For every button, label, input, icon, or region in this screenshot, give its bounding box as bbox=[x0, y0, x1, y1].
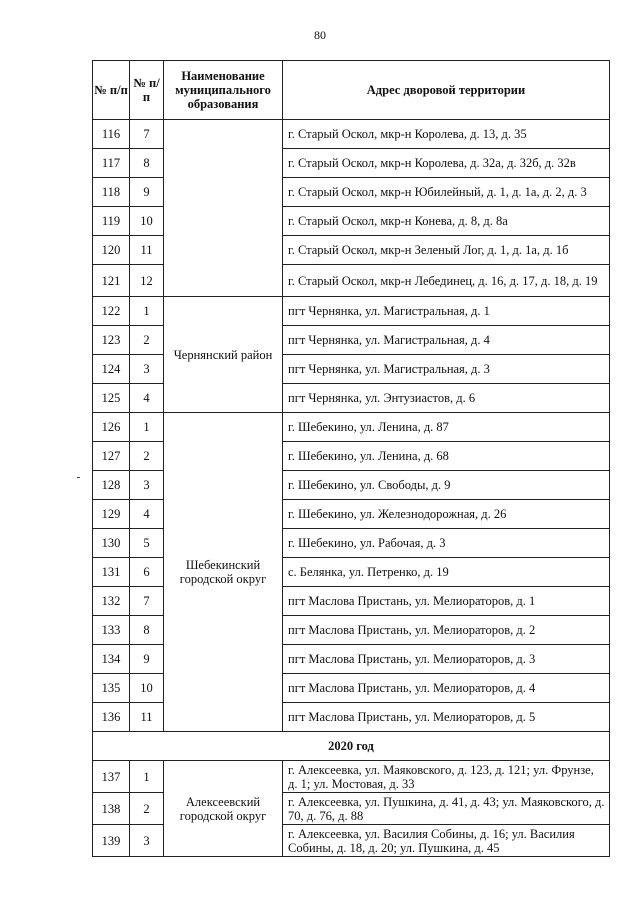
row-subnum: 11 bbox=[130, 703, 164, 732]
table-row bbox=[93, 413, 610, 442]
row-subnum: 8 bbox=[130, 616, 164, 645]
row-num: 135 bbox=[93, 674, 130, 703]
row-num: 131 bbox=[93, 558, 130, 587]
row-num: 121 bbox=[93, 265, 130, 297]
table-row bbox=[93, 297, 610, 326]
row-address: г. Алексеевка, ул. Маяковского, д. 123, д. 121; ул. Фрунзе, д. 1; ул. Мостовая, д. 33 bbox=[283, 761, 610, 793]
row-num: 116 bbox=[93, 120, 130, 149]
header-num2: № п/п bbox=[130, 61, 164, 120]
row-subnum: 9 bbox=[130, 178, 164, 207]
row-address: пгт Чернянка, ул. Магистральная, д. 3 bbox=[283, 355, 610, 384]
row-subnum: 3 bbox=[130, 825, 164, 857]
municipality-shebekinsky: Шебекинский городской округ bbox=[164, 413, 283, 732]
row-num: 122 bbox=[93, 297, 130, 326]
row-address: г. Старый Оскол, мкр-н Юбилейный, д. 1, д. 1а, д. 2, д. 3 bbox=[283, 178, 610, 207]
row-address: пгт Маслова Пристань, ул. Мелиораторов, д. 4 bbox=[283, 674, 610, 703]
yard-territories-table bbox=[92, 60, 610, 857]
row-num: 128 bbox=[93, 471, 130, 500]
row-subnum: 7 bbox=[130, 587, 164, 616]
row-subnum: 10 bbox=[130, 207, 164, 236]
row-num: 133 bbox=[93, 616, 130, 645]
row-address: г. Старый Оскол, мкр-н Зеленый Лог, д. 1, д. 1а, д. 1б bbox=[283, 236, 610, 265]
row-address: г. Шебекино, ул. Ленина, д. 68 bbox=[283, 442, 610, 471]
header-address: Адрес дворовой территории bbox=[283, 61, 610, 120]
row-subnum: 7 bbox=[130, 120, 164, 149]
row-num: 118 bbox=[93, 178, 130, 207]
row-address: пгт Маслова Пристань, ул. Мелиораторов, д. 2 bbox=[283, 616, 610, 645]
row-num: 120 bbox=[93, 236, 130, 265]
row-address: г. Старый Оскол, мкр-н Королева, д. 32а, д. 32б, д. 32в bbox=[283, 149, 610, 178]
row-address: г. Старый Оскол, мкр-н Конева, д. 8, д. 8а bbox=[283, 207, 610, 236]
row-subnum: 1 bbox=[130, 297, 164, 326]
row-num: 138 bbox=[93, 793, 130, 825]
row-address: пгт Маслова Пристань, ул. Мелиораторов, д. 5 bbox=[283, 703, 610, 732]
row-subnum: 4 bbox=[130, 384, 164, 413]
margin-mark bbox=[77, 477, 80, 478]
table-row bbox=[93, 761, 610, 793]
row-address: с. Белянка, ул. Петренко, д. 19 bbox=[283, 558, 610, 587]
row-subnum: 5 bbox=[130, 529, 164, 558]
row-num: 123 bbox=[93, 326, 130, 355]
row-subnum: 2 bbox=[130, 442, 164, 471]
page-number: 80 bbox=[314, 28, 326, 42]
row-num: 127 bbox=[93, 442, 130, 471]
row-num: 119 bbox=[93, 207, 130, 236]
row-num: 139 bbox=[93, 825, 130, 857]
row-address: г. Шебекино, ул. Рабочая, д. 3 bbox=[283, 529, 610, 558]
row-num: 130 bbox=[93, 529, 130, 558]
year-label: 2020 год bbox=[93, 732, 610, 761]
table-header-row bbox=[93, 61, 610, 120]
row-num: 132 bbox=[93, 587, 130, 616]
row-address: пгт Чернянка, ул. Магистральная, д. 1 bbox=[283, 297, 610, 326]
row-num: 125 bbox=[93, 384, 130, 413]
row-subnum: 1 bbox=[130, 413, 164, 442]
row-address: пгт Маслова Пристань, ул. Мелиораторов, д. 3 bbox=[283, 645, 610, 674]
row-num: 136 bbox=[93, 703, 130, 732]
row-address: г. Алексеевка, ул. Пушкина, д. 41, д. 43; ул. Маяковского, д. 70, д. 76, д. 88 bbox=[283, 793, 610, 825]
row-address: г. Шебекино, ул. Свободы, д. 9 bbox=[283, 471, 610, 500]
row-address: г. Старый Оскол, мкр-н Лебединец, д. 16, д. 17, д. 18, д. 19 bbox=[283, 265, 610, 297]
row-address: г. Старый Оскол, мкр-н Королева, д. 13, д. 35 bbox=[283, 120, 610, 149]
row-subnum: 2 bbox=[130, 793, 164, 825]
row-num: 134 bbox=[93, 645, 130, 674]
municipality-chernyansky: Чернянский район bbox=[164, 297, 283, 413]
row-num: 117 bbox=[93, 149, 130, 178]
row-subnum: 2 bbox=[130, 326, 164, 355]
row-subnum: 11 bbox=[130, 236, 164, 265]
header-municipality: Наименование муниципального образования bbox=[164, 61, 283, 120]
row-address: г. Шебекино, ул. Железнодорожная, д. 26 bbox=[283, 500, 610, 529]
row-subnum: 3 bbox=[130, 471, 164, 500]
header-num1: № п/п bbox=[93, 61, 130, 120]
row-subnum: 1 bbox=[130, 761, 164, 793]
row-subnum: 3 bbox=[130, 355, 164, 384]
year-separator-row bbox=[93, 732, 610, 761]
row-subnum: 8 bbox=[130, 149, 164, 178]
row-address: пгт Чернянка, ул. Магистральная, д. 4 bbox=[283, 326, 610, 355]
municipality-cell-empty bbox=[164, 120, 283, 297]
row-subnum: 4 bbox=[130, 500, 164, 529]
row-address: пгт Маслова Пристань, ул. Мелиораторов, д. 1 bbox=[283, 587, 610, 616]
row-subnum: 10 bbox=[130, 674, 164, 703]
row-address: г. Шебекино, ул. Ленина, д. 87 bbox=[283, 413, 610, 442]
row-num: 124 bbox=[93, 355, 130, 384]
row-address: г. Алексеевка, ул. Василия Собины, д. 16; ул. Василия Собины, д. 18, д. 20; ул. Пушкина, д. 45 bbox=[283, 825, 610, 857]
row-num: 129 bbox=[93, 500, 130, 529]
row-subnum: 9 bbox=[130, 645, 164, 674]
row-address: пгт Чернянка, ул. Энтузиастов, д. 6 bbox=[283, 384, 610, 413]
municipality-alekseevsky: Алексеевский городской округ bbox=[164, 761, 283, 857]
row-num: 126 bbox=[93, 413, 130, 442]
row-subnum: 12 bbox=[130, 265, 164, 297]
table-row bbox=[93, 120, 610, 149]
row-subnum: 6 bbox=[130, 558, 164, 587]
row-num: 137 bbox=[93, 761, 130, 793]
